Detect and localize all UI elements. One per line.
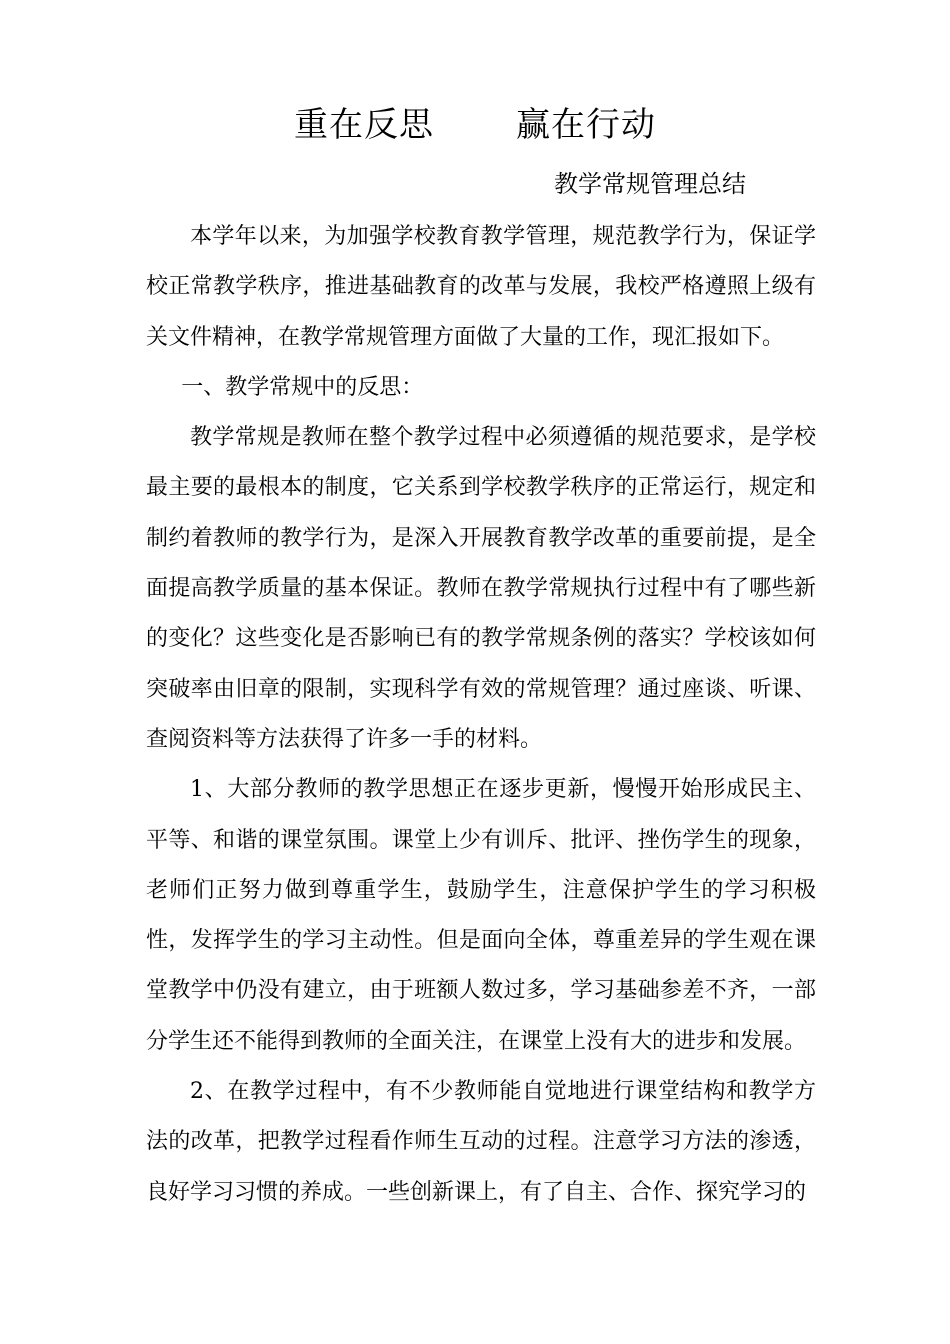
- point-1-paragraph: 1、大部分教师的教学思想正在逐步更新，慢慢开始形成民主、平等、和谐的课堂氛围。课堂上少有训斥、批评、挫伤学生的现象，老师们正努力做到尊重学生，鼓励学生，注意保护学生的学习积极性，发挥学生的学习主动性。但是面向全体，尊重差异的学生观在课堂教学中仍没有建立，由于班额人数过多，学习基础参差不齐，一部分学生还不能得到教师的全面关注，在课堂上没有大的进步和发展。: [146, 777, 816, 1054]
- point-2-paragraph: 2、在教学过程中，有不少教师能自觉地进行课堂结构和教学方法的改革，把教学过程看作师生互动的过程。注意学习方法的渗透，良好学习习惯的养成。一些创新课上，有了自主、合作、探究学习的: [146, 1079, 816, 1205]
- document-body: [146, 212, 816, 1218]
- intro-paragraph: 本学年以来，为加强学校教育教学管理，规范教学行为，保证学校正常教学秩序，推进基础教育的改革与发展，我校严格遵照上级有关文件精神，在教学常规管理方面做了大量的工作，现汇报如下。: [146, 224, 816, 350]
- body-paragraph: 教学常规是教师在整个教学过程中必须遵循的规范要求，是学校最主要的最根本的制度，它关系到学校教学秩序的正常运行，规定和制约着教师的教学行为，是深入开展教育教学改革的重要前提，是全面提高教学质量的基本保证。教师在教学常规执行过程中有了哪些新的变化？这些变化是否影响已有的教学常规条例的落实？学校该如何突破率由旧章的限制，实现科学有效的常规管理？通过座谈、听课、查阅资料等方法获得了许多一手的材料。: [146, 425, 816, 752]
- document-title: [0, 100, 950, 150]
- title-right: 赢在行动: [516, 105, 656, 145]
- title-left: 重在反思: [294, 105, 434, 145]
- section-heading: 一、教学常规中的反思：: [181, 374, 424, 400]
- document-subtitle: 教学常规管理总结: [554, 170, 746, 198]
